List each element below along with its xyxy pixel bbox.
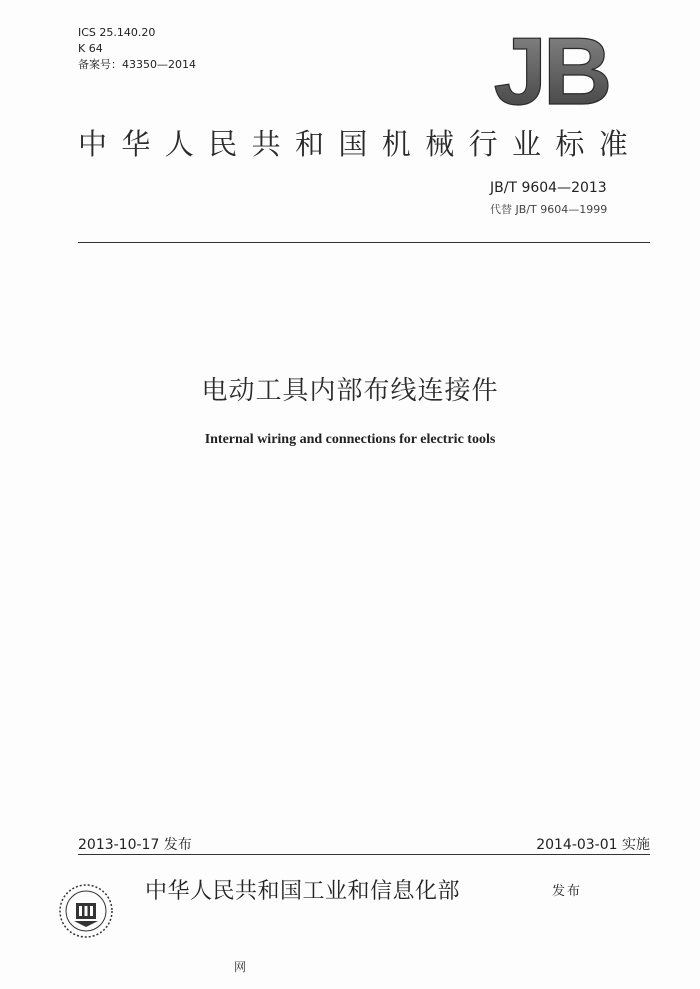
jb-logo — [486, 28, 616, 108]
replaces-standard: 代替 JB/T 9604—1999 — [490, 203, 608, 216]
implementation-date: 2014-03-01 实施 — [536, 837, 650, 853]
issue-date: 2013-10-17 发布 — [78, 837, 192, 853]
jb-logo-text: JB — [493, 28, 609, 108]
title-english: Internal wiring and connections for electric tools — [204, 432, 496, 447]
bottom-divider — [78, 854, 650, 855]
ministry-seal-icon — [58, 883, 114, 939]
ics-code: ICS 25.140.20 — [78, 26, 156, 39]
title-chinese: 电动工具内部布线连接件 — [201, 376, 499, 406]
class-code: K 64 — [78, 42, 103, 55]
top-divider — [78, 242, 650, 243]
ministry-title: 中华人民共和国机械行业标准 — [78, 127, 643, 161]
standard-number: JB/T 9604—2013 — [490, 180, 607, 196]
footer-char: 网 — [234, 960, 247, 974]
publisher-name: 中华人民共和国工业和信息化部 — [145, 879, 461, 904]
record-number: 备案号：43350—2014 — [78, 58, 196, 71]
publisher-suffix: 发布 — [552, 884, 583, 899]
